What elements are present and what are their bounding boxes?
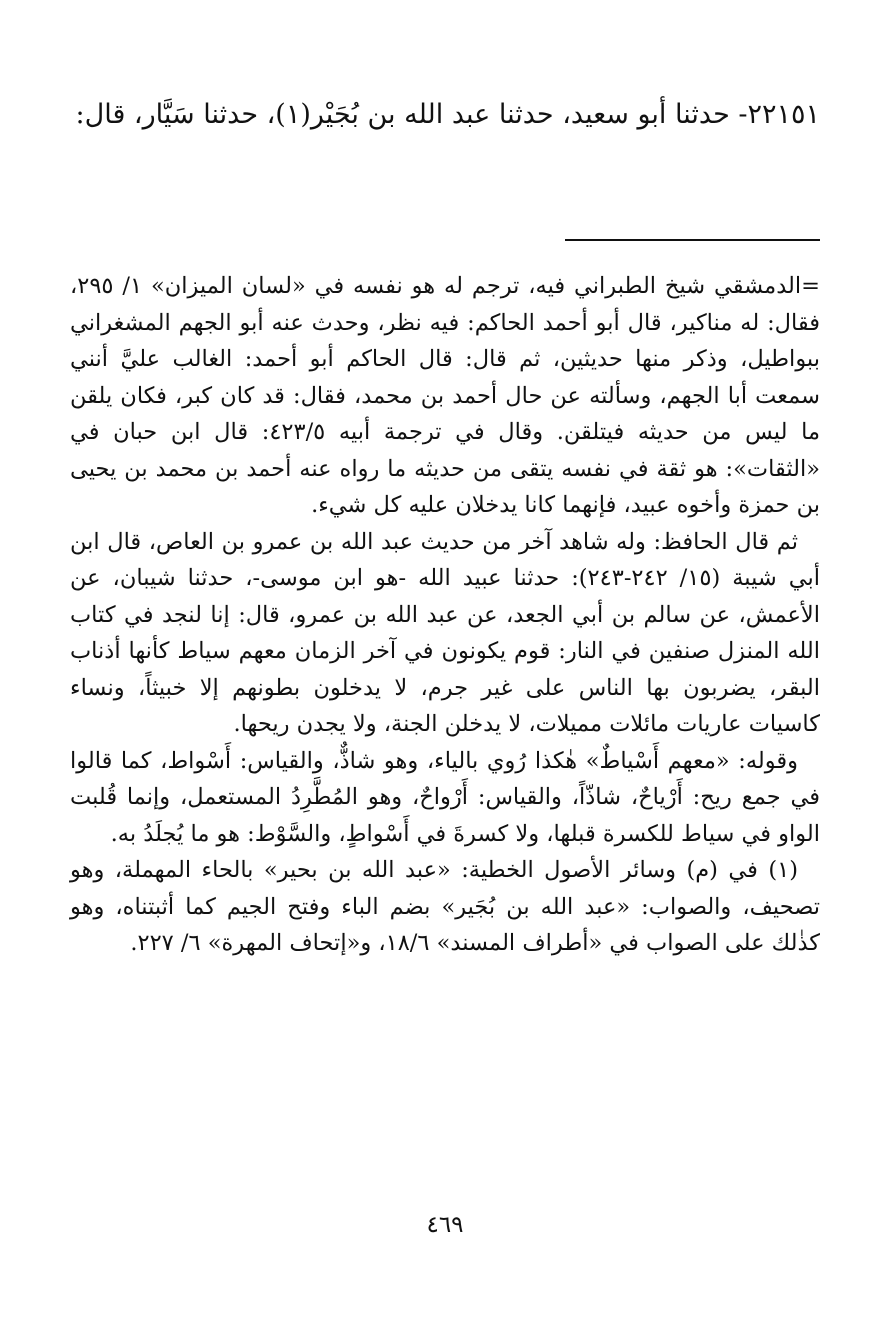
- footnote-qawluhu-paragraph: وقوله: «معهم أَسْياطٌ» هٰكذا رُوي بالياء، وهو شاذٌّ، والقياس: أَسْواط، كما قالوا في جمع ريح: أَرْياحٌ، شاذّاً، والقياس: أَرْواحٌ، وهو المُطَّرِدُ المستعمل، وإنما قُلبت الواو في سياط للكسرة قبلها، ولا كسرةَ في أَسْواطٍ، والسَّوْط: هو ما يُجلَدُ به.: [70, 747, 820, 847]
- footnote-continued: =الدمشقي شيخ الطبراني فيه، ترجم له هو نفسه في «لسان الميزان» ١/ ٢٩٥، فقال: له مناكير، قال أبو أحمد الحاكم: فيه نظر، وحدث عنه أبو الجهم المشغراني ببواطيل، وذكر منها حديثين، ثم قال: قال الحاكم أبو أحمد: الغالب عليَّ أنني سمعت أبا الجهم، وسألته عن حال أحمد بن محمد، فقال: قد كان كبر، فكان يلقن ما ليس من حديثه فيتلقن. وقال في ترجمة أبيه ٤٢٣/٥: قال ابن حبان في «الثقات»: هو ثقة في نفسه يتقى من حديثه ما رواه عنه أحمد بن محمد بن يحيى بن حمزة وأخوه عبيد، فإنهما كانا يدخلان عليه كل شيء.: [70, 273, 821, 518]
- footnote-1: (١) في (م) وسائر الأصول الخطية: «عبد الله بن بحير» بالحاء المهملة، وهو تصحيف، والصواب: «عبد الله بن بُجَير» بضم الباء وفتح الجيم كما أثبتناه، وهو كذٰلك على الصواب في «أطراف المسند» ١٨/٦، و«إتحاف المهرة» ٦/ ٢٢٧.: [70, 857, 820, 956]
- document-page: [70, 0, 820, 1334]
- hadith-text: ٢٢١٥١- حدثنا أبو سعيد، حدثنا عبد الله بن بُجَيْر(١)، حدثنا سَيَّار، قال:: [75, 99, 820, 130]
- page-number: ٤٦٩: [426, 1212, 464, 1238]
- footnote-separator: [565, 239, 820, 241]
- footnote-hafiz-paragraph: ثم قال الحافظ: وله شاهد آخر من حديث عبد الله بن عمرو بن العاص، قال ابن أبي شيبة (١٥/ ٢٤٢-٢٤٣): حدثنا عبيد الله -هو ابن موسى-، حدثنا شيبان، عن الأعمش، عن سالم بن أبي الجعد، عن عبد الله بن عمرو، قال: إنا لنجد في كتاب الله المنزل صنفين في النار: قوم يكونون في آخر الزمان معهم سياط كأنها أذناب البقر، يضربون بها الناس على غير جرم، لا يدخلون بطونهم إلا خبيثاً، ونساء كاسيات عاريات مائلات مميلات، لا يدخلن الجنة، ولا يجدن ريحها.: [70, 528, 820, 737]
- footnotes-section: [70, 268, 820, 962]
